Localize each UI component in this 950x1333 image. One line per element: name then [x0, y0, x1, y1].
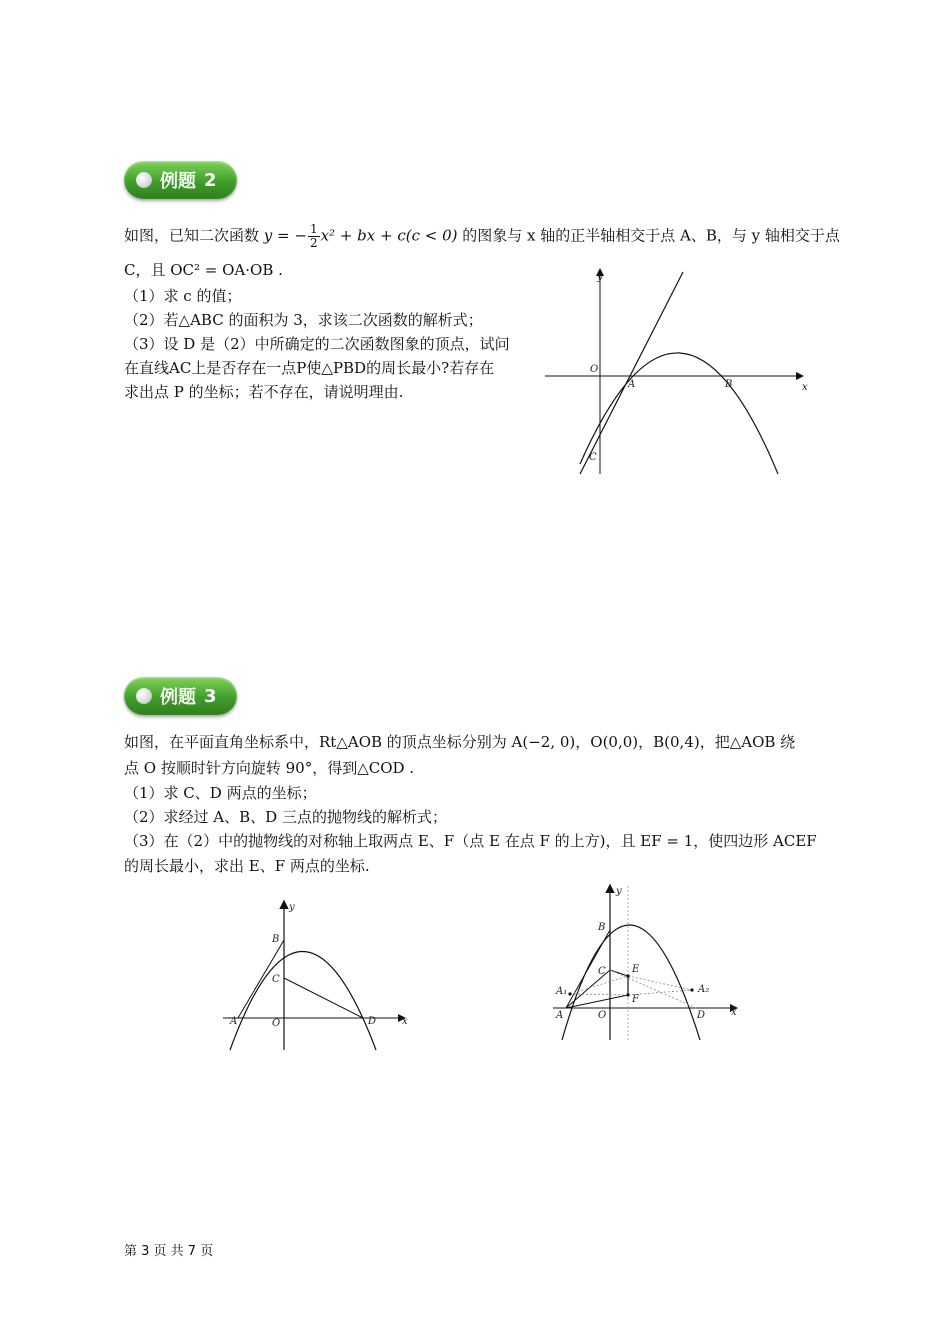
segment-ce	[610, 970, 628, 976]
label-d: D	[697, 1010, 706, 1021]
example-3-q1: （1）求 C、D 两点的坐标；	[124, 784, 317, 802]
example-2-q3a: （3）设 D 是（2）中所确定的二次函数图象的顶点，试问	[124, 335, 510, 353]
segment-cd	[284, 978, 363, 1018]
point-f	[626, 993, 629, 996]
label-f: F	[632, 994, 639, 1005]
example-3-figure-right	[548, 882, 748, 1042]
example-2-badge	[124, 161, 237, 199]
label-c: C	[598, 966, 606, 977]
label-y: y	[616, 886, 622, 897]
segment-e-a2	[628, 976, 692, 990]
label-x: x	[731, 1007, 737, 1018]
example-2-line-1: 如图，已知二次函数 y = − $\frac{1}{2}$ x² + bx + c(c < 0) 的图象与 x 轴的正半轴相交于点 A、B，与 y 轴相交于点	[124, 222, 840, 250]
label-o: O	[598, 1010, 607, 1021]
example-2-q1: （1）求 c 的值；	[124, 287, 242, 305]
badge-label: 例题	[160, 171, 196, 192]
label-a2: A₂	[698, 984, 710, 995]
point-e	[626, 974, 629, 977]
segment-a1-f	[570, 994, 628, 995]
point-a1	[568, 992, 571, 995]
fraction: $\frac{1}{2}$	[309, 222, 318, 250]
bullet-icon	[136, 688, 152, 704]
label-a1: A₁	[556, 986, 568, 997]
example-3-q2: （2）求经过 A、B、D 三点的抛物线的解析式；	[124, 808, 447, 826]
label-y: y	[289, 902, 295, 913]
example-3-figure-left	[218, 898, 418, 1058]
label-a: A	[230, 1016, 238, 1027]
label-b: B	[272, 934, 280, 945]
label-x: x	[802, 382, 808, 393]
label-a: A	[556, 1010, 564, 1021]
bullet-icon	[136, 172, 152, 188]
label-c: C	[589, 452, 597, 463]
parabola	[230, 952, 376, 1051]
page-footer: 第 3 页 共 7 页	[124, 1244, 214, 1259]
label-b: B	[725, 379, 733, 390]
label-b: B	[598, 922, 606, 933]
badge-label: 例题	[160, 687, 196, 708]
example-2-q3b: 在直线AC上是否存在一点P使△PBD的周长最小?若存在	[124, 359, 495, 377]
example-2-figure	[540, 262, 820, 482]
label-x: x	[402, 1016, 408, 1027]
example-2-q3c: 求出点 P 的坐标；若不存在，请说明理由.	[124, 383, 404, 401]
example-2-q2: （2）若△ABC 的面积为 3，求该二次函数的解析式；	[124, 311, 483, 329]
label-c: C	[272, 974, 280, 985]
example-3-q3a: （3）在（2）中的抛物线的对称轴上取两点 E、F（点 E 在点 F 的上方)，且 EF = 1，使四边形 ACEF	[124, 832, 817, 850]
label-a: A	[628, 379, 636, 390]
parabola	[580, 353, 778, 474]
example-3-badge	[124, 677, 237, 715]
label-e: E	[632, 964, 640, 975]
label-o: O	[590, 364, 599, 375]
label-o: O	[272, 1018, 281, 1029]
example-3-q3b: 的周长最小，求出 E、F 两点的坐标.	[124, 857, 370, 875]
example-3-line-1: 如图，在平面直角坐标系中，Rt△AOB 的顶点坐标分别为 A(−2, 0)，O(0,0)，B(0,4)，把△AOB 绕	[124, 733, 796, 751]
parabola	[562, 925, 700, 1040]
badge-number: 3	[204, 685, 217, 707]
point-a2	[690, 988, 693, 991]
label-d: D	[368, 1016, 377, 1027]
badge-number: 2	[204, 169, 217, 191]
example-3-line-2: 点 O 按顺时针方向旋转 90°，得到△COD .	[124, 759, 415, 777]
segment-cd	[610, 970, 696, 1008]
example-2-line-2: C，且 OC² = OA·OB .	[124, 261, 283, 279]
label-y: y	[597, 272, 603, 283]
